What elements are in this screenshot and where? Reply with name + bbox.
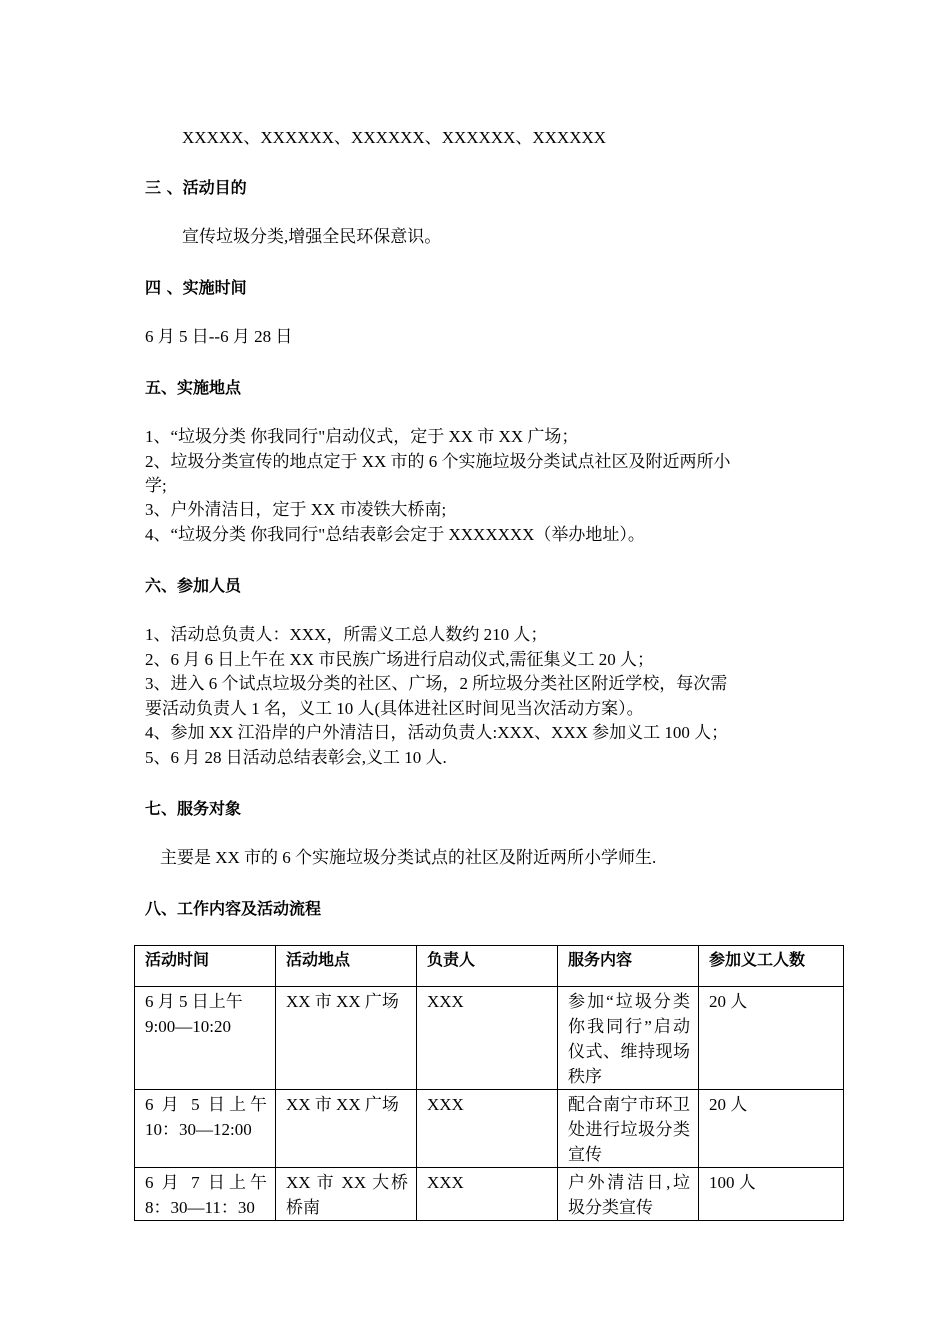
section-5-line: 学; (145, 476, 167, 495)
cell-location: XX 市 XX 大桥桥南 (276, 1168, 417, 1221)
cell-leader: XXX (417, 1090, 558, 1168)
header-cell-volunteers: 参加义工人数 (699, 946, 844, 987)
section-5-heading: 五、实施地点 (145, 378, 242, 397)
cell-volunteers: 20 人 (699, 987, 844, 1090)
table-row (135, 987, 844, 1090)
header-cell-time: 活动时间 (135, 946, 276, 987)
section-5-line: 4、“垃圾分类 你我同行"总结表彰会定于 XXXXXXX（举办地址）。 (145, 525, 645, 544)
cell-content: 户外清洁日,垃圾分类宣传 (558, 1168, 699, 1221)
cell-volunteers: 100 人 (699, 1168, 844, 1221)
section-5-line: 2、垃圾分类宣传的地点定于 XX 市的 6 个实施垃圾分类试点社区及附近两所小 (145, 452, 731, 471)
cell-leader: XXX (417, 987, 558, 1090)
section-8-heading: 八、工作内容及活动流程 (145, 899, 322, 918)
section-7-body: 主要是 XX 市的 6 个实施垃圾分类试点的社区及附近两所小学师生. (160, 848, 657, 867)
cell-time: 6 月 5 日上午 10：30—12:00 (135, 1090, 276, 1168)
cell-time: 6 月 7 日上午 8：30—11：30 (135, 1168, 276, 1221)
section-7-heading: 七、服务对象 (145, 799, 242, 818)
cell-location: XX 市 XX 广场 (276, 987, 417, 1090)
header-cell-location: 活动地点 (276, 946, 417, 987)
members-line: XXXXX、XXXXXX、XXXXXX、XXXXXX、XXXXXX (182, 128, 607, 147)
header-cell-content: 服务内容 (558, 946, 699, 987)
section-6-line: 要活动负责人 1 名，义工 10 人(具体进社区时间见当次活动方案）。 (145, 699, 644, 718)
table-row (135, 1168, 844, 1221)
table-header-row (135, 946, 844, 987)
header-cell-leader: 负责人 (417, 946, 558, 987)
section-5-line: 3、户外清洁日，定于 XX 市凌铁大桥南; (145, 500, 447, 519)
table-row (135, 1090, 844, 1168)
cell-leader: XXX (417, 1168, 558, 1221)
section-6-line: 3、进入 6 个试点垃圾分类的社区、广场，2 所垃圾分类社区附近学校，每次需 (145, 674, 728, 693)
cell-volunteers: 20 人 (699, 1090, 844, 1168)
section-4-body: 6 月 5 日--6 月 28 日 (145, 327, 293, 346)
section-3-heading: 三 、活动目的 (145, 178, 247, 197)
section-3-body: 宣传垃圾分类,增强全民环保意识。 (182, 227, 442, 246)
cell-location: XX 市 XX 广场 (276, 1090, 417, 1168)
section-4-heading: 四 、实施时间 (145, 278, 247, 297)
section-5-line: 1、“垃圾分类 你我同行"启动仪式，定于 XX 市 XX 广场； (145, 427, 579, 446)
section-6-heading: 六、参加人员 (145, 576, 242, 595)
section-6-line: 4、参加 XX 江沿岸的户外清洁日，活动负责人:XXX、XXX 参加义工 100 人； (145, 723, 729, 742)
section-6-line: 5、6 月 28 日活动总结表彰会,义工 10 人. (145, 748, 447, 767)
cell-content: 参加“垃圾分类 你我同行”启动仪式、维持现场秩序 (558, 987, 699, 1090)
activity-schedule-table (134, 945, 844, 1221)
section-6-line: 2、6 月 6 日上午在 XX 市民族广场进行启动仪式,需征集义工 20 人； (145, 650, 655, 669)
section-6-line: 1、活动总负责人：XXX，所需义工总人数约 210 人； (145, 625, 548, 644)
cell-content: 配合南宁市环卫处进行垃圾分类宣传 (558, 1090, 699, 1168)
cell-time: 6 月 5 日上午 9:00—10:20 (135, 987, 276, 1090)
